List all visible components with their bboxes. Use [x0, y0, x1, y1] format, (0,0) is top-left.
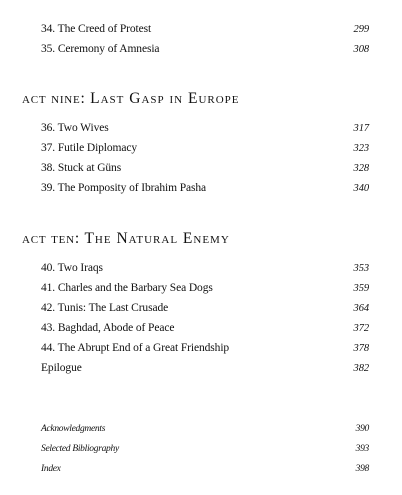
toc-entry	[41, 182, 369, 202]
chapter-page: 364	[353, 303, 369, 314]
chapter-page: 340	[353, 183, 369, 194]
chapter-title: 36. Two Wives	[41, 122, 109, 134]
chapter-page: 359	[353, 283, 369, 294]
act-nine-heading	[22, 90, 240, 108]
toc-entry	[41, 302, 369, 322]
chapter-title: 44. The Abrupt End of a Great Friendship	[41, 342, 230, 354]
chapter-page: 308	[353, 44, 369, 55]
toc-entry	[41, 464, 369, 484]
chapter-title: 40. Two Iraqs	[41, 262, 103, 274]
act-ten-heading	[22, 230, 230, 248]
toc-entry	[41, 43, 369, 63]
chapter-title: 38. Stuck at Güns	[41, 162, 122, 174]
act-label: act nine:	[22, 90, 86, 107]
chapter-page: 378	[353, 343, 369, 354]
chapter-title: 39. The Pomposity of Ibrahim Pasha	[41, 182, 207, 194]
toc-entry	[41, 122, 369, 142]
chapter-title: 37. Futile Diplomacy	[41, 142, 138, 154]
chapter-title: 35. Ceremony of Amnesia	[41, 43, 160, 55]
chapter-title: 34. The Creed of Protest	[41, 23, 152, 35]
toc-entry	[41, 342, 369, 362]
back-matter-title: Selected Bibliography	[41, 444, 119, 454]
chapter-page: 317	[353, 123, 369, 134]
act-title: Last Gasp in Europe	[90, 90, 240, 107]
back-matter-title: Index	[41, 464, 61, 474]
toc-entry	[41, 262, 369, 282]
toc-entry	[41, 322, 369, 342]
chapter-title: 42. Tunis: The Last Crusade	[41, 302, 169, 314]
chapter-page: 353	[353, 263, 369, 274]
chapter-page: 328	[353, 163, 369, 174]
back-matter-page: 398	[355, 464, 369, 474]
toc-entry	[41, 162, 369, 182]
chapter-page: 372	[353, 323, 369, 334]
chapter-title: 41. Charles and the Barbary Sea Dogs	[41, 282, 213, 294]
toc-entry	[41, 362, 369, 382]
chapter-page: 299	[353, 24, 369, 35]
act-label: act ten:	[22, 230, 80, 247]
toc-entry	[41, 142, 369, 162]
act-title: The Natural Enemy	[84, 230, 230, 247]
toc-entry	[41, 282, 369, 302]
back-matter-page: 390	[355, 424, 369, 434]
toc-entry	[41, 424, 369, 444]
chapter-title: Epilogue	[41, 362, 82, 374]
back-matter-page: 393	[355, 444, 369, 454]
chapter-title: 43. Baghdad, Abode of Peace	[41, 322, 175, 334]
back-matter-title: Acknowledgments	[41, 424, 106, 434]
toc-entry	[41, 444, 369, 464]
chapter-page: 323	[353, 143, 369, 154]
chapter-page: 382	[353, 363, 369, 374]
toc-entry	[41, 23, 369, 43]
